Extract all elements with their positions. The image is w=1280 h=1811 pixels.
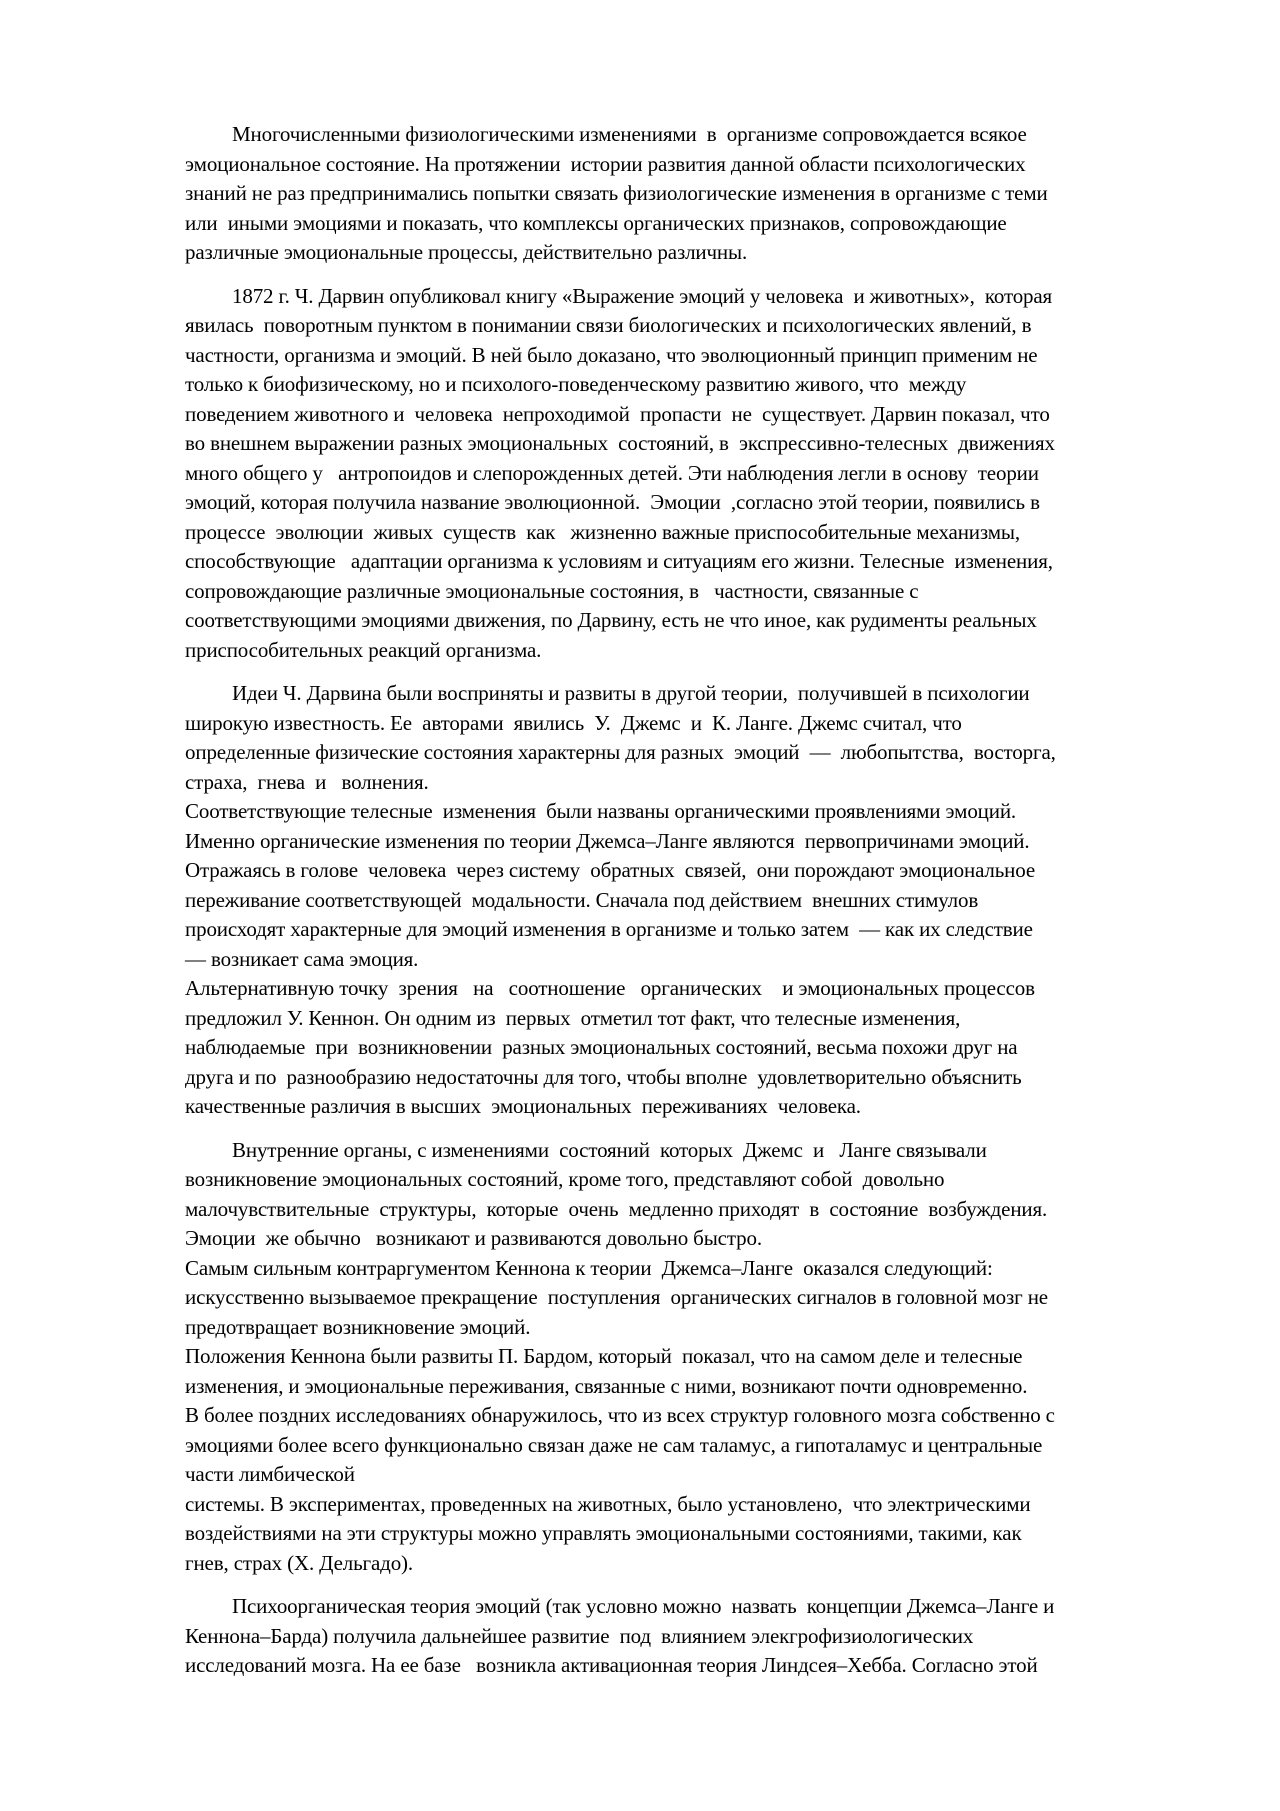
text-line: Именно органические изменения по теории Джемса–Ланге являются первопричинами эмоций. (185, 828, 1030, 853)
paragraph (185, 1592, 1185, 1681)
text-line: частности, организма и эмоций. В ней было доказано, что эволюционный принцип применим не (185, 342, 1038, 367)
text-line: страха, гнева и волнения. (185, 769, 429, 794)
text-line: явилась поворотным пунктом в понимании связи биологических и психологических явлений, в (185, 313, 1032, 337)
text-line: много общего у антропоидов и слепорожденных детей. Эти наблюдения легли в основу теории (185, 460, 1039, 485)
paragraph (185, 679, 1185, 1122)
text-line: поведением животного и человека непроходимой пропасти не существует. Дарвин показал, что (185, 401, 1050, 426)
text-line: Самым сильным контраргументом Кеннона к теории Джемса–Ланге оказался следующий: (185, 1255, 993, 1280)
text-line: сопровождающие различные эмоциональные состояния, в частности, связанные с (185, 578, 919, 603)
text-line: Эмоции же обычно возникают и развиваются довольно быстро. (185, 1226, 762, 1250)
text-line: приспособительных реакций организма. (185, 637, 542, 662)
text-line: искусственно вызываемое прекращение поступления органических сигналов в головной мозг не (185, 1285, 1048, 1309)
text-line: эмоциональное состояние. На протяжении истории развития данной области психологических (185, 151, 1026, 176)
text-line: процессе эволюции живых существ как жизненно важные приспособительные механизмы, (185, 519, 1020, 544)
text-line: эмоциями более всего функционально связан даже не сам таламус, а гипоталамус и центральные (185, 1432, 1043, 1457)
text-line: Соответствующие телесные изменения были названы органическими проявлениями эмоций. (185, 799, 1017, 823)
text-line: исследований мозга. На ее базе возникла активационная теория Линдсея–Хебба. Согласно этой (185, 1653, 1038, 1677)
text-line: возникновение эмоциональных состояний, кроме того, представляют собой довольно (185, 1167, 945, 1191)
text-line: происходят характерные для эмоций изменения в организме и только затем — как их следствие (185, 917, 1033, 941)
text-line: предотвращает возникновение эмоций. (185, 1314, 531, 1339)
text-line: — возникает сама эмоция. (185, 946, 419, 971)
text-line: Альтернативную точку зрения на соотношение органических и эмоциональных процессов (185, 976, 1035, 1000)
paragraph (185, 282, 1185, 666)
text-line: знаний не раз предпринимались попытки связать физиологические изменения в организме с теми (185, 181, 1048, 205)
text-line: способствующие адаптации организма к условиям и ситуациям его жизни. Телесные изменения, (185, 549, 1053, 573)
text-line: Психоорганическая теория эмоций (так условно можно назвать концепции Джемса–Ланге и (232, 1594, 1055, 1618)
text-line: В более поздних исследованиях обнаружилось, что из всех структур головного мозга собственно с (185, 1403, 1055, 1427)
text-line: воздействиями на эти структуры можно управлять эмоциональными состояниями, такими, как (185, 1521, 1022, 1545)
text-line: системы. В экспериментах, проведенных на животных, было установлено, что электрическими (185, 1491, 1031, 1516)
text-line: предложил У. Кеннон. Он одним из первых отметил тот факт, что телесные изменения, (185, 1005, 961, 1030)
text-line: гнев, страх (X. Дельгадо). (185, 1550, 413, 1575)
text-line: малочувствительные структуры, которые очень медленно приходят в состояние возбуждения. (185, 1196, 1048, 1221)
text-line: Кеннона–Барда) получила дальнейшее развитие под влиянием элекгрофизиологических (185, 1623, 974, 1648)
text-line: определенные физические состояния характерны для разных эмоций — любопытства, восторга, (185, 740, 1056, 764)
text-line: Внутренние органы, с изменениями состояний которых Джемс и Ланге связывали (232, 1137, 987, 1162)
text-line: различные эмоциональные процессы, действительно различны. (185, 240, 748, 264)
text-line: друга и по разнообразию недостаточны для того, чтобы вполне удовлетворительно объяснить (185, 1064, 1022, 1089)
text-line: Положения Кеннона были развиты П. Бардом, который показал, что на самом деле и телесные (185, 1344, 1023, 1368)
paragraph (185, 1136, 1185, 1579)
text-line: переживание соответствующей модальности. Сначала под действием внешних стимулов (185, 887, 979, 912)
text-line: наблюдаемые при возникновении разных эмоциональных состояний, весьма похожи друг на (185, 1035, 1018, 1059)
text-line: части лимбической (185, 1462, 355, 1486)
text-line: изменения, и эмоциональные переживания, связанные с ними, возникают почти одновременно. (185, 1373, 1028, 1398)
text-line: Отражаясь в голове человека через систему обратных связей, они порождают эмоциональное (185, 858, 1036, 882)
paragraph (185, 120, 1185, 268)
text-line: только к биофизическому, но и психолого-поведенческому развитию живого, что между (185, 372, 967, 396)
text-line: 1872 г. Ч. Дарвин опубликовал книгу «Выражение эмоций у человека и животных», которая (232, 283, 1053, 308)
text-line: или иными эмоциями и показать, что комплексы органических признаков, сопровождающие (185, 210, 1007, 235)
text-line: широкую известность. Ее авторами явились У. Джемс и К. Ланге. Джемс считал, что (185, 710, 962, 735)
text-line: эмоций, которая получила название эволюционной. Эмоции ,согласно этой теории, появились в (185, 490, 1040, 514)
text-line: во внешнем выражении разных эмоциональных состояний, в экспрессивно-телесных движениях (185, 431, 1055, 455)
document-body (185, 120, 1185, 1695)
text-line: Идеи Ч. Дарвина были восприняты и развиты в другой теории, получившей в психологии (232, 681, 1030, 705)
text-line: Многочисленными физиологическими изменениями в организме сопровождается всякое (232, 122, 1027, 146)
text-line: соответствующими эмоциями движения, по Дарвину, есть не что иное, как рудименты реальных (185, 608, 1037, 632)
text-line: качественные различия в высших эмоциональных переживаниях человека. (185, 1094, 861, 1118)
